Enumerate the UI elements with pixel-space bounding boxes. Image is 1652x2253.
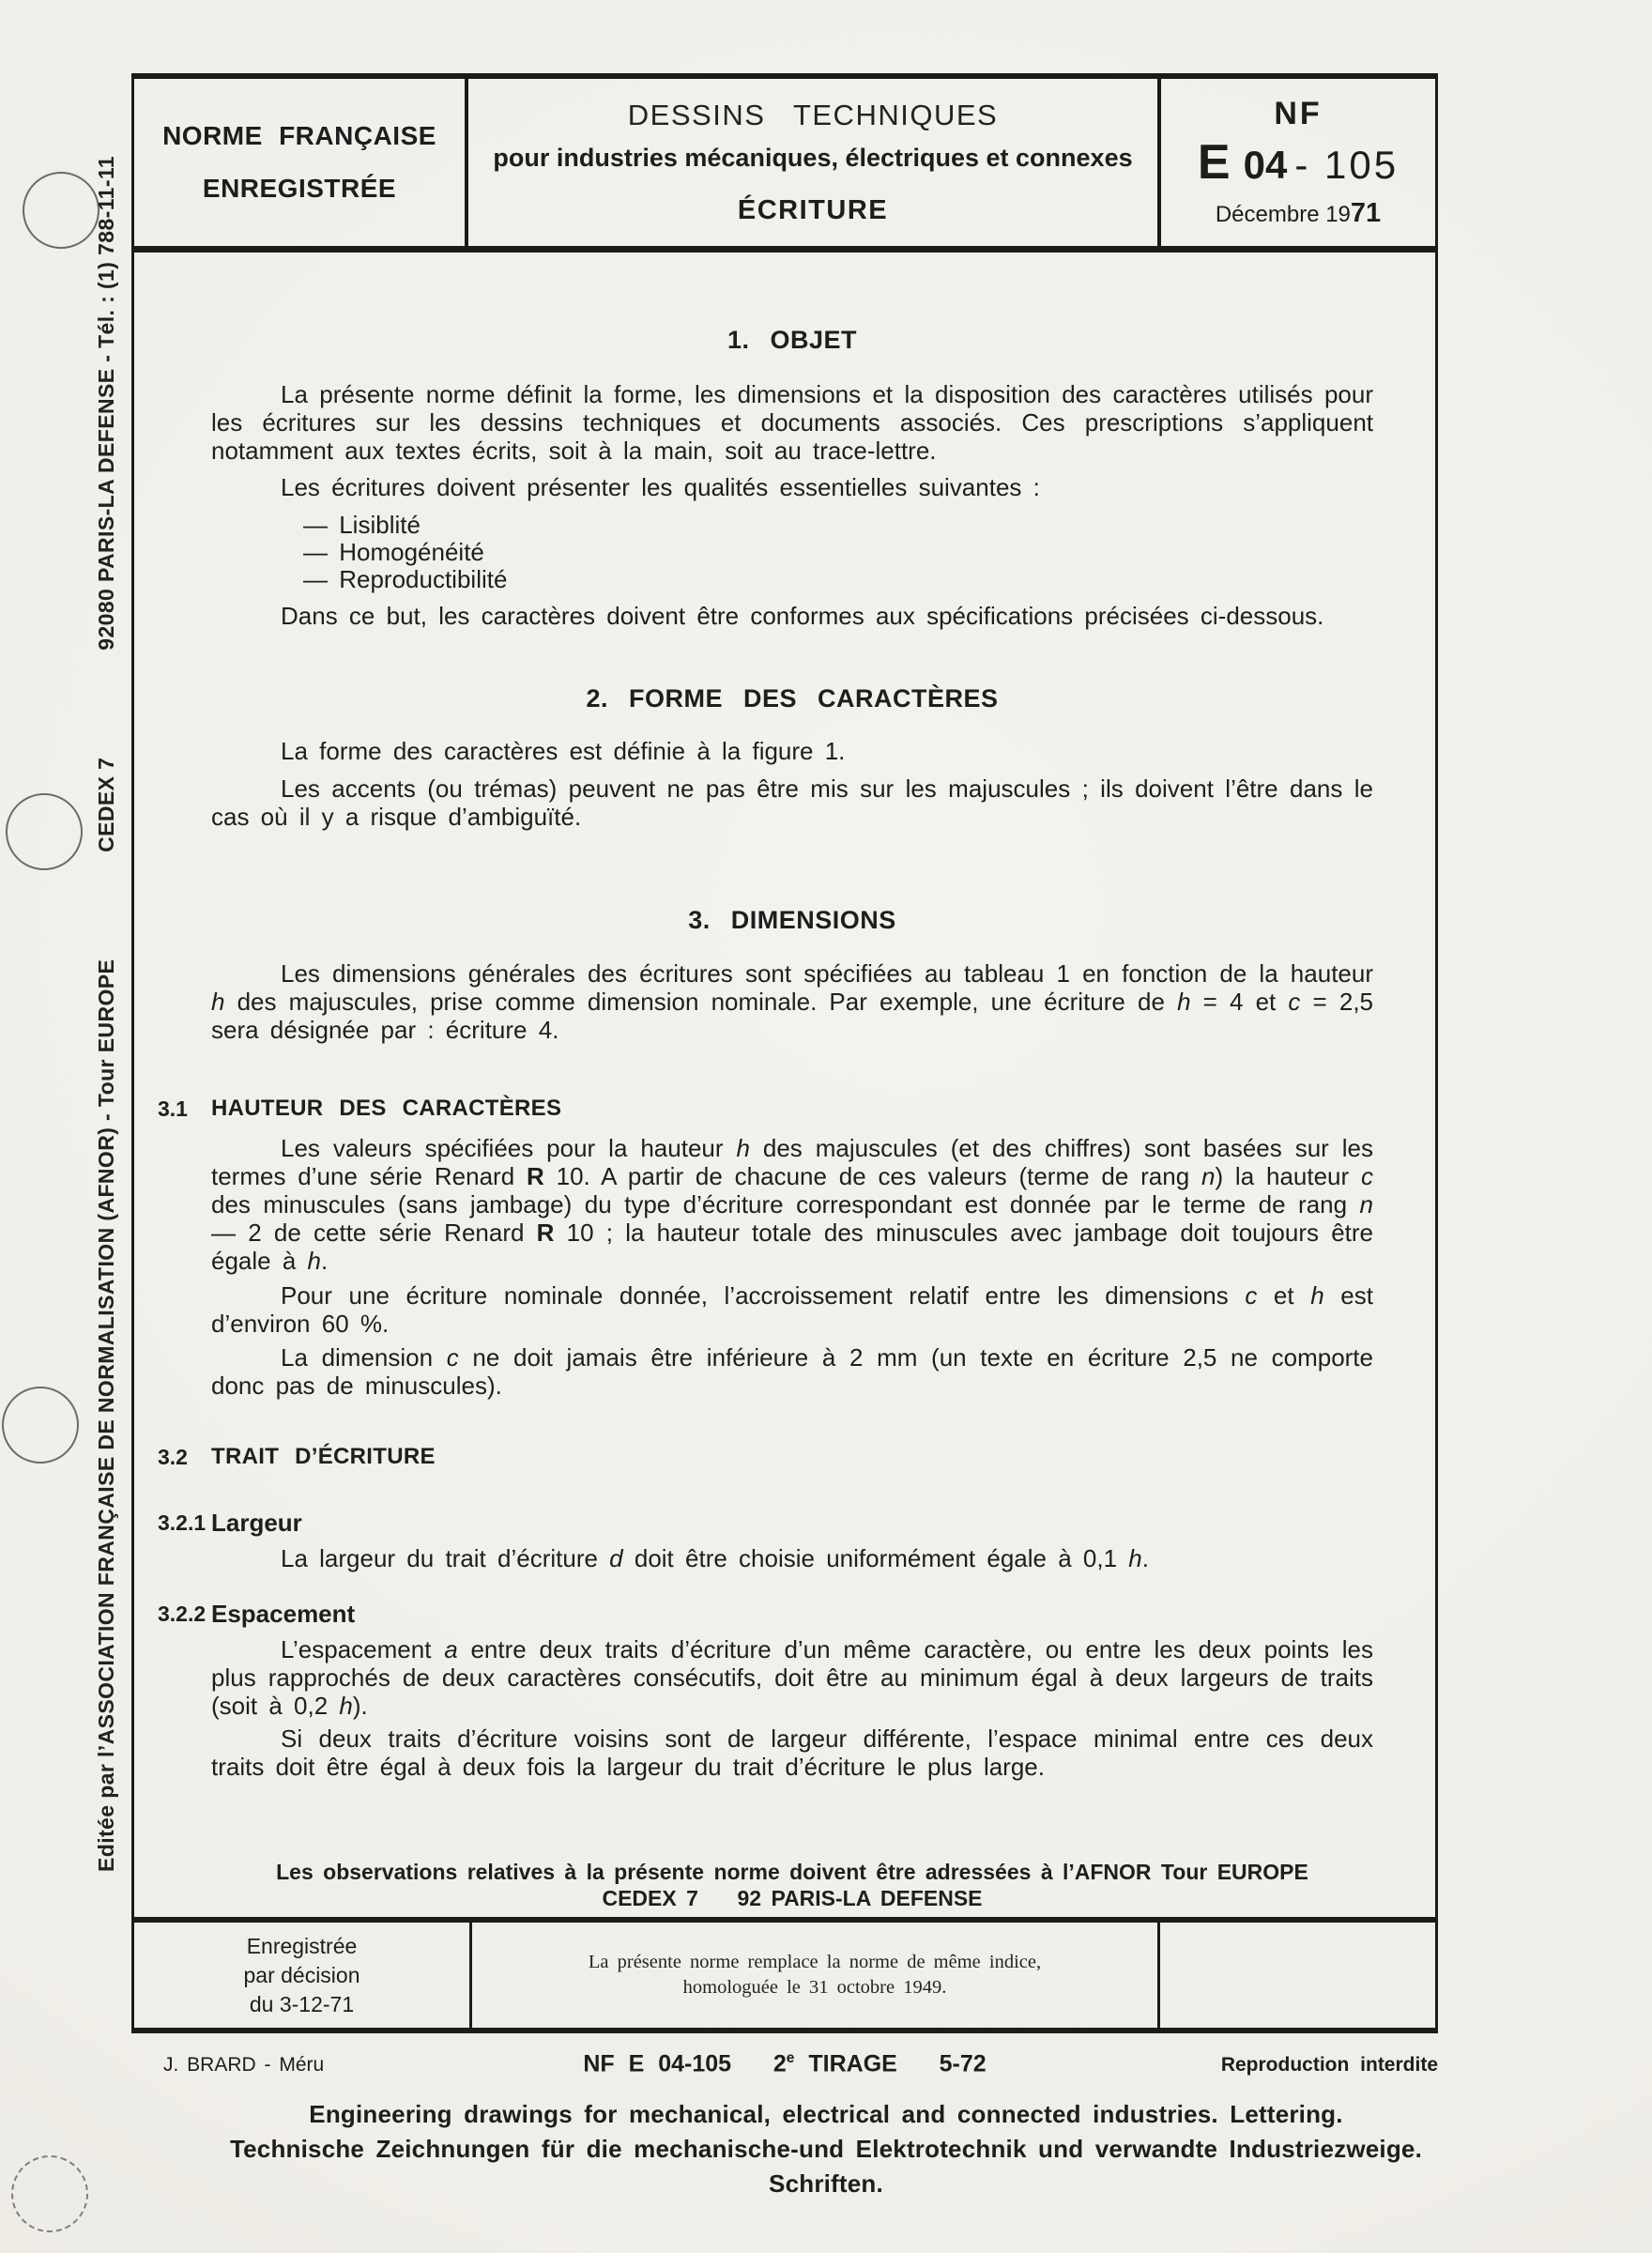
section-number: 3.2.1 [158, 1510, 206, 1535]
paragraph: Les valeurs spécifiées pour la hauteur h des majuscules (et des chiffres) sont basées sur les termes d’une série Renard R 10. A partir de chacune de ces valeurs (terme de rang n) la hauteur c des minuscules (sans jambage) du type d’écriture correspondant est donnée par le terme de rang n — 2 de cette série Renard R 10 ; la hauteur totale des minuscules avec jambage doit toujours être égale à h. [211, 1134, 1373, 1275]
norm-date-bold: 71 [1350, 198, 1382, 228]
title-english: Engineering drawings for mechanical, electrical and connected industries. Lettering. [309, 2100, 1343, 2128]
norm-number-bold: 04 [1243, 143, 1288, 187]
paragraph: La présente norme définit la forme, les dimensions et la disposition des caractères utilisés pour les écritures sur les dessins techniques et documents associés. Ces prescriptions s’appliquent notamment aux textes écrits, soit à la main, soit au trace-lettre. [211, 380, 1373, 465]
section-label: Espacement [211, 1600, 356, 1628]
section-number: 3.2.2 [158, 1602, 206, 1626]
title-german-subject: Schriften. [769, 2169, 883, 2198]
registration-line1: Enregistrée [246, 1933, 358, 1958]
registration-strip [134, 1917, 1435, 2028]
publisher-address: 92080 PARIS-LA DEFENSE - Tél. : (1) 788-11-11 [93, 156, 118, 651]
norm-status-cell [134, 79, 468, 246]
section-3-1-heading [158, 1095, 1373, 1123]
registration-line3: du 3-12-71 [249, 1991, 355, 2016]
imprint-line [131, 2050, 1438, 2077]
norm-date-regular: Décembre 19 [1215, 202, 1351, 227]
replacement-note-line2: homologuée le 31 octobre 1949. [682, 1977, 947, 1998]
section-3-2-2-heading [158, 1600, 1373, 1628]
norm-class-letter: E [1197, 135, 1231, 190]
paragraph: L’espacement a entre deux traits d’écriture d’un même caractère, ou entre les deux points les plus rapprochés de deux caractères consécutifs, doit être au minimum égal à deux largeurs de traits (soit à 0,2 h). [211, 1635, 1374, 1720]
title-german: Technische Zeichnungen für die mechanische-und Elektrotechnik und verwandte Industriezweige. [229, 2135, 1423, 2163]
registration-line2: par décision [243, 1962, 360, 1987]
title-block [134, 79, 1435, 253]
paragraph: La forme des caractères est définie à la figure 1. [281, 737, 846, 765]
copyright-notice: Reproduction interdite [1220, 2054, 1438, 2077]
section-3-2-1-heading [158, 1509, 1373, 1537]
norm-status-line2: ENREGISTRÉE [202, 174, 397, 203]
observations-note-line1: Les observations relatives à la présente norme doivent être adressées à l’AFNOR Tour EUROPE [276, 1860, 1308, 1884]
norm-reference [1198, 134, 1399, 191]
empty-cell [1160, 1923, 1435, 2028]
section-3-2-heading [158, 1443, 1373, 1471]
section-2-title: 2. FORME DES CARACTÈRES [586, 684, 999, 713]
punch-hole [6, 793, 83, 870]
paragraph: Pour une écriture nominale donnée, l’accroissement relatif entre les dimensions c et h est d’environ 60 %. [211, 1281, 1373, 1338]
norm-status-line1: NORME FRANÇAISE [162, 121, 436, 150]
registration-cell [134, 1923, 472, 2028]
paragraph: Les accents (ou trémas) peuvent ne pas être mis sur les majuscules ; ils doivent l’être dans le cas où il y a risque d’ambiguïté. [211, 774, 1373, 831]
paragraph: Dans ce but, les caractères doivent être conformes aux spécifications précisées ci-dessous. [281, 602, 1324, 630]
section-label: Largeur [211, 1509, 302, 1537]
edition-reference: NF E 04-105 2e TIRAGE 5-72 [583, 2050, 987, 2077]
punch-hole [2, 1387, 79, 1464]
observations-note [211, 1859, 1373, 1911]
paragraph: La largeur du trait d’écriture d doit être choisie uniformément égale à 0,1 h. [281, 1544, 1149, 1572]
section-3-title: 3. DIMENSIONS [688, 906, 896, 934]
publisher-sidebar [88, 156, 124, 1872]
paragraph: Les dimensions générales des écritures sont spécifiées au tableau 1 en fonction de la hauteur h des majuscules, prise comme dimension nominale. Par exemple, une écriture de h = 4 et c = 2,5 sera désignée par : écriture 4. [211, 959, 1374, 1044]
publisher-text: Editée par l’ASSOCIATION FRANÇAISE DE NORMALISATION (AFNOR) - Tour EUROPE [93, 958, 118, 1872]
printer-name: J. BRARD - Méru [163, 2054, 325, 2077]
norm-date [1216, 198, 1381, 229]
norm-title-cell [468, 79, 1161, 246]
publisher-cedex: CEDEX 7 [93, 757, 118, 852]
observations-note-line2: CEDEX 7 92 PARIS-LA DEFENSE [602, 1886, 983, 1910]
replacement-note-line1: La présente norme remplace la norme de même indice, [588, 1952, 1042, 1972]
paragraph: La dimension c ne doit jamais être inférieure à 2 mm (un texte en écriture 2,5 ne comporte donc pas de minuscules). [211, 1343, 1373, 1400]
norm-domain-subtitle: pour industries mécaniques, électriques et connexes [493, 144, 1133, 172]
list-item: — Lisiblité [303, 511, 421, 539]
translated-titles [0, 2097, 1652, 2201]
section-label: TRAIT D’ÉCRITURE [211, 1444, 436, 1469]
paragraph: Les écritures doivent présenter les qualités essentielles suivantes : [281, 473, 1040, 501]
section-number: 3.1 [158, 1096, 188, 1121]
list-item: — Reproductibilité [303, 565, 508, 593]
quality-list [303, 512, 1373, 593]
list-item: — Homogénéité [303, 538, 484, 566]
paragraph: Si deux traits d’écriture voisins sont de largeur différente, l’espace minimal entre ces deux traits doit être égal à deux fois la largeur du trait d’écriture le plus large. [211, 1724, 1373, 1781]
norm-body [134, 253, 1435, 1917]
norm-subject: ÉCRITURE [737, 195, 889, 225]
section-number: 3.2 [158, 1445, 188, 1469]
norm-org-code: NF [1274, 96, 1323, 131]
document-frame [131, 73, 1438, 2033]
replacement-note-cell [472, 1923, 1160, 2028]
norm-domain-title: DESSINS TECHNIQUES [627, 99, 999, 131]
norm-number-rest: - 105 [1294, 143, 1400, 187]
norm-code-cell [1161, 79, 1435, 246]
section-1-title: 1. OBJET [727, 326, 858, 354]
section-label: HAUTEUR DES CARACTÈRES [211, 1096, 562, 1121]
